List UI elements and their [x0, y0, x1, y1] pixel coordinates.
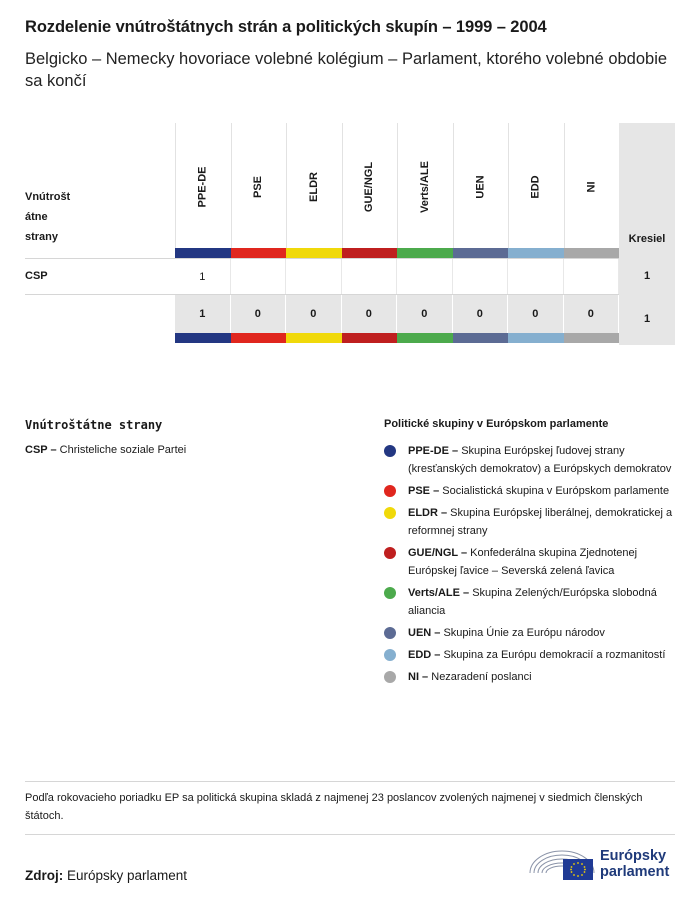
group-total-seats: 0 — [231, 295, 287, 333]
group-color-dot — [384, 587, 396, 599]
party-group-seats — [508, 259, 564, 294]
group-legend-item: GUE/NGL – Konfederálna skupina Zjednotenej Európskej ľavice – Severská zelená ľavica — [384, 544, 674, 580]
row-header-label: Vnútrošt átne strany — [25, 191, 71, 243]
group-header: GUE/NGL — [363, 161, 376, 213]
group-color-bar — [508, 333, 564, 343]
group-color-bar — [342, 333, 398, 343]
group-legend-item: PSE – Socialistická skupina v Európskom parlamente — [384, 482, 674, 500]
group-total-seats: 0 — [564, 295, 620, 333]
group-header: NI — [585, 181, 598, 193]
group-header: Verts/ALE — [418, 161, 431, 213]
total-seats-value: 1 — [643, 313, 651, 325]
party-group-seats — [397, 259, 453, 294]
seat-distribution-table — [25, 123, 675, 345]
party-group-seats — [286, 259, 342, 294]
political-groups-legend — [384, 442, 674, 690]
group-legend-item: ELDR – Skupina Európskej liberálnej, demokratickej a reformnej strany — [384, 504, 674, 540]
group-color-bar — [397, 333, 453, 343]
group-column — [397, 123, 453, 345]
group-legend-item: NI – Nezaradení poslanci — [384, 668, 674, 686]
group-column — [564, 123, 620, 345]
group-color-bar — [175, 248, 231, 258]
divider — [25, 834, 675, 835]
group-color-dot — [384, 671, 396, 683]
group-legend-item: UEN – Skupina Únie za Európu národov — [384, 624, 674, 642]
political-groups-legend-title: Politické skupiny v Európskom parlamente — [384, 418, 609, 430]
group-color-bar — [453, 333, 509, 343]
group-column — [231, 123, 287, 345]
group-color-bar — [286, 333, 342, 343]
group-color-dot — [384, 445, 396, 457]
group-total-seats: 0 — [508, 295, 564, 333]
party-group-seats — [564, 259, 620, 294]
group-legend-item: EDD – Skupina za Európu demokracií a rozmanitostí — [384, 646, 674, 664]
group-column — [342, 123, 398, 345]
party-group-seats — [453, 259, 509, 294]
group-total-seats: 0 — [286, 295, 342, 333]
group-header: PSE — [252, 175, 265, 199]
group-color-dot — [384, 649, 396, 661]
group-color-bar — [342, 248, 398, 258]
group-color-dot — [384, 627, 396, 639]
divider — [25, 294, 675, 295]
party-group-seats — [231, 259, 287, 294]
group-color-bar — [564, 248, 620, 258]
group-legend-item: PPE-DE – Skupina Európskej ľudovej strany (kresťanských demokratov) a Európskych demokratov — [384, 442, 674, 478]
group-color-bar — [508, 248, 564, 258]
group-color-bar — [286, 248, 342, 258]
party-group-seats: 1 — [175, 259, 231, 294]
group-column — [175, 123, 231, 345]
group-column — [508, 123, 564, 345]
group-total-seats: 0 — [397, 295, 453, 333]
divider — [25, 781, 675, 782]
party-seats-value: 1 — [643, 270, 651, 282]
group-color-bar — [564, 333, 620, 343]
logo-wordmark: Európsky parlament — [600, 848, 670, 880]
page-subtitle: Belgicko – Nemecky hovoriace volebné kolégium – Parlament, ktorého volebné obdobie sa končí — [25, 50, 668, 90]
group-total-seats: 0 — [342, 295, 398, 333]
group-color-dot — [384, 547, 396, 559]
page-title: Rozdelenie vnútroštátnych strán a politických skupín – 1999 – 2004 — [25, 18, 547, 36]
seats-header: Kresiel — [628, 233, 666, 245]
national-parties-legend-title: Vnútroštátne strany — [25, 418, 163, 432]
source-line: Zdroj: Európsky parlament — [25, 868, 188, 883]
group-color-dot — [384, 485, 396, 497]
footnote: Podľa rokovacieho poriadku EP sa politická skupina skladá z najmenej 23 poslancov zvolených najmenej v siedmich členských štátoch. — [25, 792, 643, 822]
national-party-legend-item: CSP – Christeliche soziale Partei — [25, 444, 187, 456]
seats-column — [619, 123, 675, 345]
group-column — [453, 123, 509, 345]
group-color-bar — [397, 248, 453, 258]
group-header: PPE-DE — [196, 166, 209, 208]
group-header: EDD — [529, 175, 542, 199]
group-color-dot — [384, 507, 396, 519]
divider — [25, 258, 675, 259]
group-color-bar — [453, 248, 509, 258]
group-header: UEN — [474, 175, 487, 199]
group-color-bar — [231, 248, 287, 258]
party-group-seats — [342, 259, 398, 294]
group-total-seats: 1 — [175, 295, 231, 333]
group-column — [286, 123, 342, 345]
group-color-bar — [175, 333, 231, 343]
group-legend-item: Verts/ALE – Skupina Zelených/Európska slobodná aliancia — [384, 584, 674, 620]
party-row-label: CSP — [25, 270, 48, 282]
group-header: ELDR — [307, 172, 320, 202]
group-color-bar — [231, 333, 287, 343]
group-total-seats: 0 — [453, 295, 509, 333]
